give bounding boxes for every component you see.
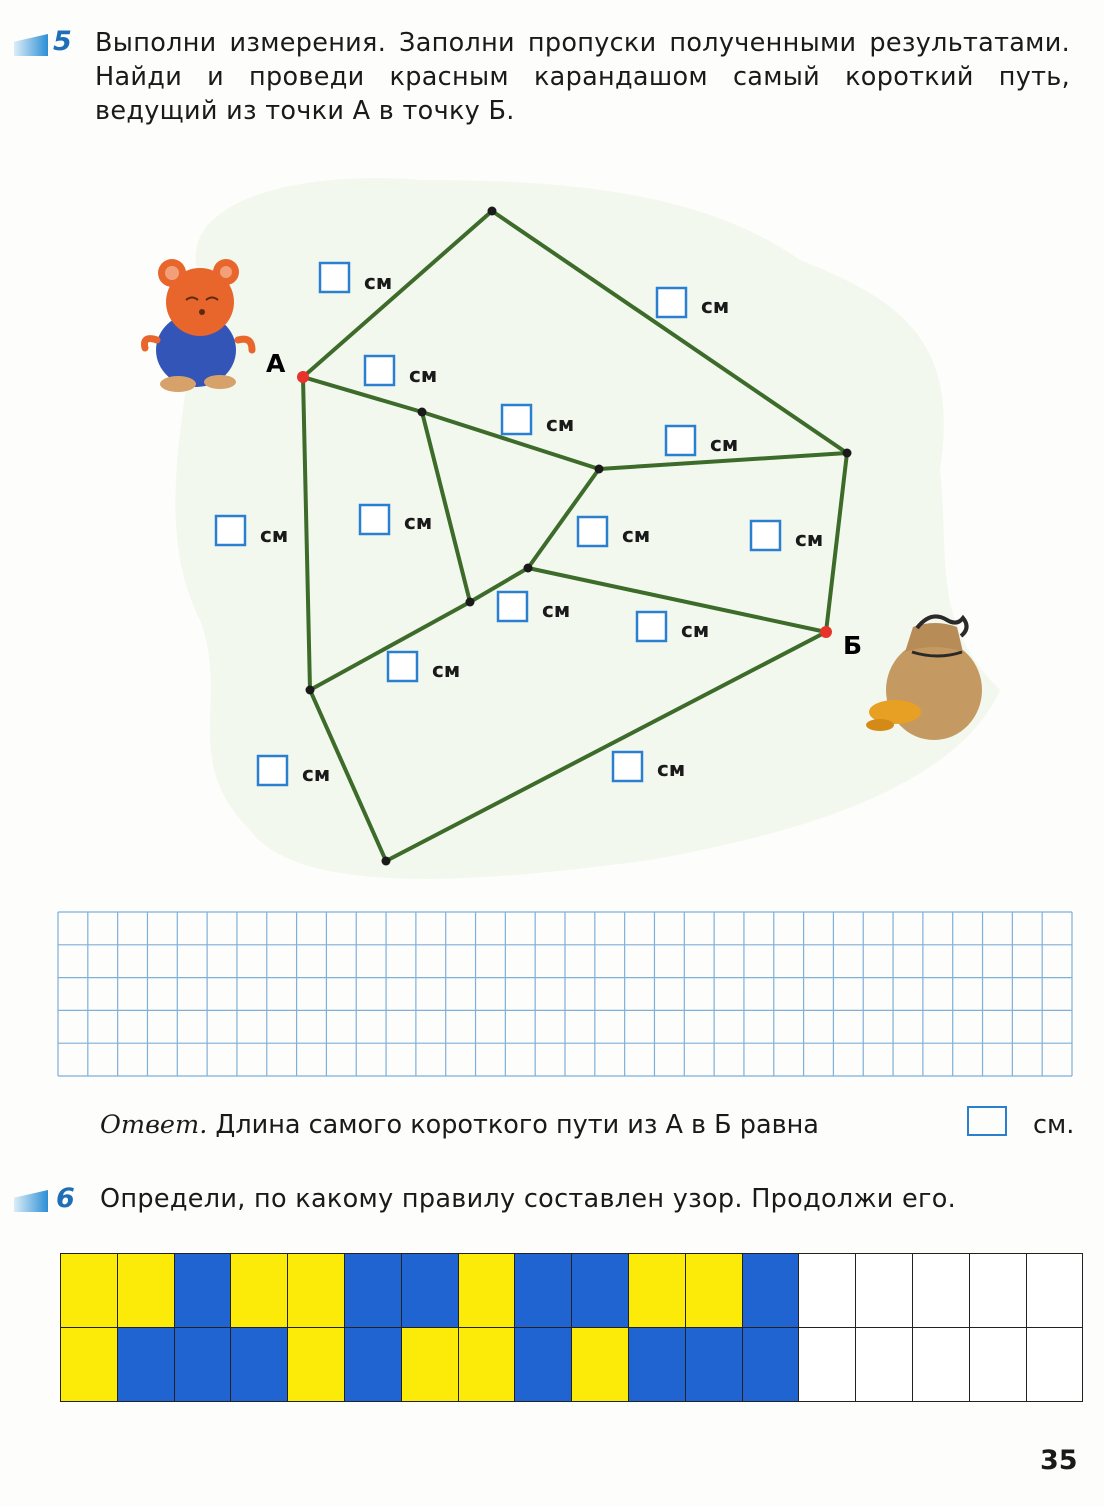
measurement-box[interactable]: [365, 356, 394, 385]
pattern-cell-yellow: [288, 1254, 345, 1328]
pattern-cell-yellow: [61, 1254, 118, 1328]
unit-label: см: [432, 658, 461, 682]
pattern-cell-blue: [628, 1328, 685, 1402]
pattern-cell-empty[interactable]: [969, 1328, 1026, 1402]
pattern-cell-empty[interactable]: [799, 1328, 856, 1402]
measurement-box[interactable]: [657, 288, 686, 317]
point-a-marker: [297, 371, 309, 383]
pattern-cell-yellow: [458, 1328, 515, 1402]
pattern-cell-empty[interactable]: [799, 1254, 856, 1328]
measurement-box[interactable]: [498, 592, 527, 621]
pattern-cell-blue: [685, 1328, 742, 1402]
pattern-cell-yellow: [401, 1328, 458, 1402]
pattern-cell-blue: [174, 1254, 231, 1328]
pattern-cell-yellow: [288, 1328, 345, 1402]
measurement-box[interactable]: [666, 426, 695, 455]
pattern-cell-yellow: [628, 1254, 685, 1328]
pattern-grid: [60, 1253, 1083, 1402]
unit-label: см: [364, 270, 393, 294]
measurement-box[interactable]: [320, 263, 349, 292]
squared-grid[interactable]: [57, 911, 1073, 1081]
unit-label: см: [795, 527, 824, 551]
answer-box[interactable]: [967, 1106, 1007, 1136]
pattern-cell-yellow: [685, 1254, 742, 1328]
measurement-box[interactable]: [613, 752, 642, 781]
pattern-cell-empty[interactable]: [856, 1254, 913, 1328]
answer-unit: см.: [1033, 1110, 1075, 1140]
unit-label: см: [622, 523, 651, 547]
pattern-cell-yellow: [572, 1328, 629, 1402]
measurement-box[interactable]: [216, 516, 245, 545]
point-a-label: А: [266, 349, 286, 378]
pattern-cell-yellow: [117, 1254, 174, 1328]
pattern-cell-blue: [117, 1328, 174, 1402]
unit-label: см: [546, 412, 575, 436]
unit-label: см: [701, 294, 730, 318]
unit-label: см: [657, 757, 686, 781]
measurement-box[interactable]: [751, 521, 780, 550]
pattern-cell-yellow: [231, 1254, 288, 1328]
task-number: 6: [56, 1183, 75, 1214]
pattern-cell-blue: [401, 1254, 458, 1328]
task-marker-icon: [14, 1190, 48, 1212]
task-5-text: Выполни измерения. Заполни пропуски полученными результатами. Найди и проведи красным карандашом самый короткий путь, ведущий из точки А в точку Б.: [95, 28, 1070, 126]
pattern-cell-blue: [515, 1254, 572, 1328]
unit-label: см: [409, 363, 438, 387]
measurement-box[interactable]: [502, 405, 531, 434]
pattern-cell-empty[interactable]: [912, 1254, 969, 1328]
pattern-cell-blue: [344, 1328, 401, 1402]
measurement-box[interactable]: [258, 756, 287, 785]
pattern-cell-yellow: [61, 1328, 118, 1402]
pattern-cell-blue: [742, 1254, 799, 1328]
measurement-box[interactable]: [578, 517, 607, 546]
measurement-box[interactable]: [360, 505, 389, 534]
pattern-cell-blue: [572, 1254, 629, 1328]
pattern-cell-empty[interactable]: [969, 1254, 1026, 1328]
point-b-label: Б: [843, 631, 863, 660]
pattern-cell-empty[interactable]: [1026, 1254, 1083, 1328]
measurement-box[interactable]: [388, 652, 417, 681]
pattern-row: [61, 1254, 1083, 1328]
pattern-cell-empty[interactable]: [1026, 1328, 1083, 1402]
pattern-cell-empty[interactable]: [856, 1328, 913, 1402]
measurement-box[interactable]: [637, 612, 666, 641]
point-b-marker: [820, 626, 832, 638]
pattern-cell-blue: [515, 1328, 572, 1402]
unit-label: см: [260, 523, 289, 547]
unit-label: см: [681, 618, 710, 642]
pattern-cell-blue: [742, 1328, 799, 1402]
pattern-cell-yellow: [458, 1254, 515, 1328]
task-6-text: Определи, по какому правилу составлен узор. Продолжи его.: [100, 1184, 957, 1214]
task-number: 5: [53, 26, 72, 57]
pattern-cell-blue: [344, 1254, 401, 1328]
unit-label: см: [302, 762, 331, 786]
pattern-cell-empty[interactable]: [912, 1328, 969, 1402]
pattern-cell-blue: [231, 1328, 288, 1402]
answer-text: Длина самого короткого пути из А в Б равна: [215, 1110, 819, 1140]
answer-line: [100, 1110, 819, 1140]
answer-lead: Ответ.: [100, 1110, 208, 1140]
unit-label: см: [542, 598, 571, 622]
unit-label: см: [710, 432, 739, 456]
unit-label: см: [404, 510, 433, 534]
pattern-cell-blue: [174, 1328, 231, 1402]
pattern-row: [61, 1328, 1083, 1402]
page-number: 35: [1040, 1445, 1078, 1476]
